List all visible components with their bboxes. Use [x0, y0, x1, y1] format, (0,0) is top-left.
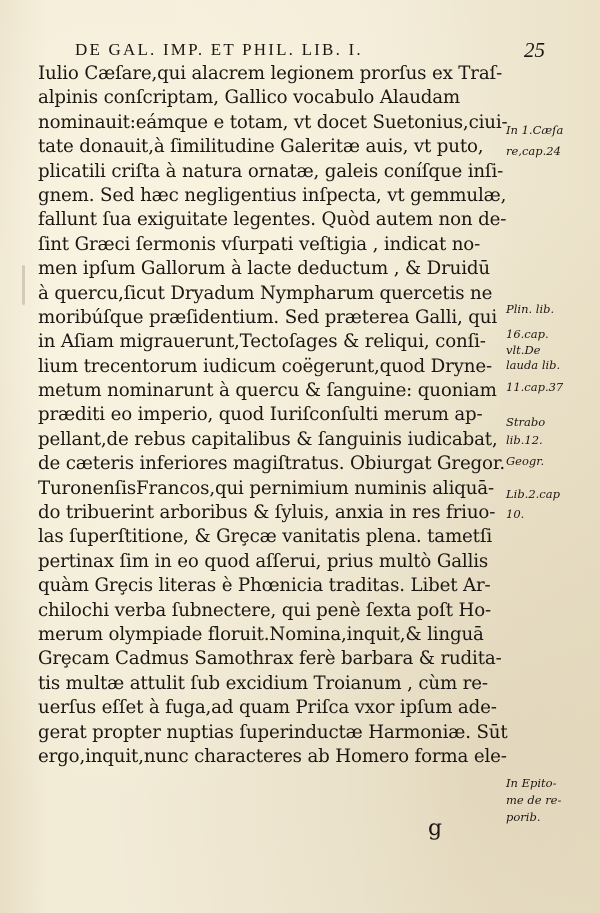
- text-line: à quercu,ſicut Dryadum Nympharum quercetis ne: [38, 282, 493, 304]
- text-line: moribúſque præſidentium. Sed præterea Galli, qui: [38, 306, 498, 328]
- text-line: men ipſum Gallorum à lacte deductum , & Druidū: [38, 258, 490, 280]
- margin-note: Geogr.: [506, 454, 545, 468]
- margin-note: In 1.Cæſa: [506, 123, 564, 137]
- margin-note: 11.cap.37: [506, 380, 564, 394]
- text-line: uerſus eſſet à fuga,ad quam Priſca vxor ipſum ade-: [38, 697, 497, 719]
- margin-note: Lib.2.cap: [506, 487, 560, 501]
- text-line: merum olympiade floruit.Nomina,inquit,& linguā: [38, 623, 484, 645]
- margin-note: me de re-: [506, 793, 562, 807]
- text-line: alpinis conſcriptam, Gallico vocabulo Alaudam: [38, 87, 461, 109]
- running-header: [75, 38, 545, 62]
- margin-note: In Epito-: [506, 776, 557, 790]
- text-line: in Aſiam migrauerunt,Tectoſages & reliqui, conſi-: [38, 331, 486, 353]
- text-line: lium trecentorum iudicum coëgerunt,quod Dryne-: [38, 355, 492, 377]
- text-line: nominauit:eámque e totam, vt docet Suetonius,ciui-: [38, 111, 508, 133]
- text-line: ergo,inquit,nunc characteres ab Homero forma ele-: [38, 745, 507, 767]
- text-line: de cæteris inferiores magiſtratus. Obiurgat Gregor.: [38, 453, 506, 475]
- margin-note: 16.cap.: [506, 327, 549, 341]
- text-line: pellant,de rebus capitalibus & ſanguinis iudicabat,: [38, 428, 498, 450]
- page-number: 25: [524, 38, 545, 62]
- text-line: do tribuerint arboribus & ſyluis, anxia in res friuo-: [38, 502, 496, 524]
- text-line: tate donauit,à ſimilitudine Galeritæ auis, vt puto,: [38, 136, 484, 158]
- text-line: metum nominarunt à quercu & ſanguine: quoniam: [38, 380, 497, 402]
- paper-stain: [22, 265, 25, 305]
- text-line: pertinax ſim in eo quod aſſerui, prius multò Gallis: [38, 550, 489, 572]
- margin-note: re,cap.24: [506, 144, 561, 158]
- text-line: las ſuperſtitione, & Grȩcæ vanitatis plena. tametſi: [38, 526, 493, 548]
- text-line: quàm Grȩcis literas è Phœnicia traditas. Libet Ar-: [38, 575, 491, 597]
- text-line: tis multæ attulit ſub excidium Troianum , cùm re-: [38, 672, 488, 694]
- text-line: Iulio Cæſare,qui alacrem legionem prorſus ex Traſ-: [38, 63, 503, 84]
- marginalia-column: [500, 0, 600, 913]
- text-line: fallunt ſua exiguitate legentes. Quòd autem non de-: [38, 209, 507, 231]
- margin-note: lauda lib.: [506, 358, 561, 372]
- margin-note: Strabo: [506, 415, 546, 429]
- text-line: ſint Græci ſermonis vſurpati veſtigia , indicat no-: [38, 233, 481, 255]
- text-line: TuronenſisFrancos,qui pernimium numinis aliquā-: [38, 477, 494, 499]
- margin-note: lib.12.: [506, 433, 543, 447]
- signature-mark: g: [428, 816, 443, 841]
- text-line: gerat propter nuptias ſuperinductæ Harmoniæ. Sūt: [38, 721, 508, 743]
- margin-note: 10.: [506, 507, 525, 521]
- margin-note: Plin. lib.: [506, 302, 555, 316]
- margin-note: porib.: [506, 810, 541, 824]
- text-line: plicatili criſta à natura ornatæ, galeis coníſque inſi-: [38, 160, 504, 182]
- margin-note: vlt.De: [506, 343, 541, 357]
- main-text-column: [38, 62, 508, 769]
- text-line: præditi eo imperio, quod Iuriſconſulti merum ap-: [38, 404, 483, 426]
- text-line: Grȩcam Cadmus Samothrax ferè barbara & rudita-: [38, 648, 502, 670]
- running-title: DE GAL. IMP. ET PHIL. LIB. I.: [75, 40, 363, 59]
- text-line: chilochi verba ſubnectere, qui penè ſexta poſt Ho-: [38, 599, 491, 621]
- text-line: gnem. Sed hæc negligentius inſpecta, vt gemmulæ,: [38, 184, 507, 206]
